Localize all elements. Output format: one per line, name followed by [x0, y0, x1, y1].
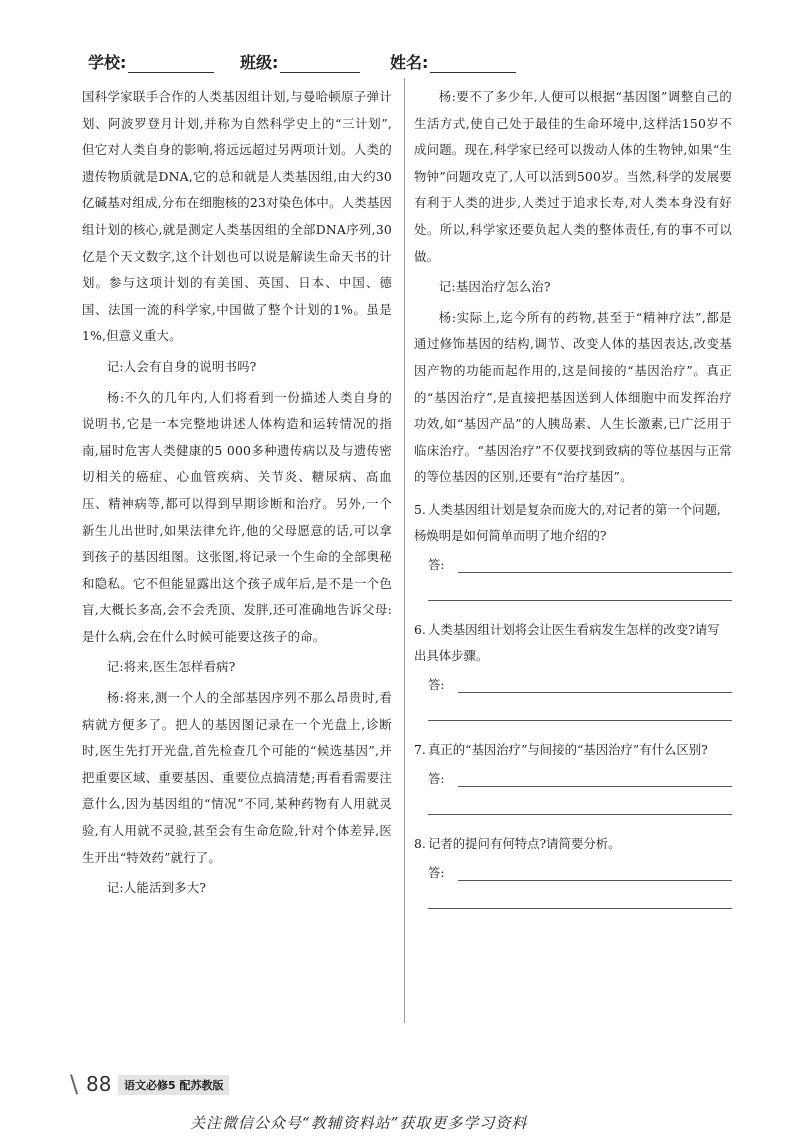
question-text [414, 497, 732, 549]
school-field[interactable] [88, 50, 214, 73]
name-label: 姓名: [390, 53, 429, 72]
school-blank-line[interactable] [128, 71, 214, 73]
page-number: 88 [86, 1072, 112, 1096]
name-field[interactable] [390, 50, 516, 73]
answer-line-extra[interactable] [428, 697, 732, 727]
question-body: 记者的提问有何特点?请简要分析。 [428, 835, 621, 851]
school-label: 学校: [88, 53, 127, 72]
answer-line-extra[interactable] [428, 577, 732, 607]
name-blank-line[interactable] [430, 71, 516, 73]
question-number: 5. [414, 501, 426, 517]
question-8 [414, 831, 732, 915]
reporter-question: 记:人会有自身的说明书吗? [106, 358, 257, 374]
question-6 [414, 617, 732, 727]
answer-line[interactable] [458, 572, 732, 573]
answer-line[interactable] [458, 880, 732, 881]
answer-label: 答: [428, 676, 445, 692]
answer-line-extra[interactable] [428, 791, 732, 821]
question-text [414, 831, 732, 857]
slash-decoration-icon: \ [70, 1070, 79, 1098]
answer-line-extra[interactable] [428, 885, 732, 915]
reporter-question: 记:将来,医生怎样看病? [106, 659, 236, 675]
question-body: 真正的“基因治疗”与间接的“基因治疗”有什么区别? [428, 741, 708, 757]
question-text [414, 617, 732, 669]
interview-answer: 杨:将来,测一个人的全部基因序列不那么昂贵时,看病就方便多了。把人的基因图记录在一个光盘上,诊断时,医生先打开光盘,首先检查几个可能的“候选基因”,并把重要区域、重要基因、重要位点搞清楚;再看看需要注意什么,因为基因组的“情况”不同,某种药物有人用就灵验,有人用就不灵验,甚至会有生命危险,针对个体差异,医生开出“特效药”就行了。 [82, 690, 392, 865]
question-5 [414, 497, 732, 607]
interview-answer: 杨:不久的几年内,人们将看到一份描述人类自身的说明书,它是一本完整地讲述人体构造和运转情况的指南,届时危害人类健康的5 000多种遗传病以及与遗传密切相关的癌症、心血管疾病、关节炎、糖尿病、高血压、精神病等,都可以得到早期诊断和治疗。另外,一个新生儿出世时,如果法律允许,他的父母愿意的话,可以拿到孩子的基因组图。这张图,将记录一个生命的全部奥秘和隐私。它不但能显露出这个孩子成年后,是不是一个色盲,大概长多高,会不会秃顶、发胖,还可准确地告诉父母:是什么病,会在什么时候可能要这孩子的命。 [82, 389, 392, 644]
question-number: 6. [414, 621, 426, 637]
interview-answer: 杨:要不了多少年,人便可以根据“基因图”调整自己的生活方式,使自己处于最佳的生命环境中,这样活150岁不成问题。现在,科学家已经可以拨动人体的生物钟,如果“生物钟”问题攻克了,人可以活到500岁。当然,科学的发展要有利于人类的进步,人类过于追求长寿,对人类本身没有好处。所以,科学家还要负起人类的整体责任,有的事不可以做。 [414, 89, 732, 264]
reporter-question: 记:人能活到多大? [106, 880, 207, 896]
class-label: 班级: [240, 53, 279, 72]
answer-line[interactable] [458, 692, 732, 693]
interview-answer: 杨:实际上,迄今所有的药物,甚至于“精神疗法”,都是通过修饰基因的结构,调节、改变人体的基因表达,改变基因产物的功能而起作用的,这是间接的“基因治疗”。真正的“基因治疗”,是直接把基因送到人体细胞中而发挥治疗功效,如“基因产品”的人胰岛素、人生长激素,已广泛用于临床治疗。“基因治疗”不仅要找到致病的等位基因与正常的等位基因的区别,还要有“治疗基因”。 [414, 309, 732, 485]
student-info-header [70, 50, 730, 80]
promo-text: 关注微信公众号“教辅资料站”获取更多学习资料 [190, 1114, 528, 1132]
class-blank-line[interactable] [280, 71, 360, 73]
class-field[interactable] [240, 50, 360, 73]
answer-area[interactable] [428, 669, 732, 697]
answer-area[interactable] [428, 763, 732, 791]
question-number: 7. [414, 741, 426, 757]
column-divider [404, 78, 405, 1023]
answer-label: 答: [428, 556, 445, 572]
question-7 [414, 737, 732, 821]
answer-label: 答: [428, 770, 445, 786]
right-column [414, 84, 732, 915]
answer-area[interactable] [428, 549, 732, 577]
left-column [82, 84, 392, 902]
answer-label: 答: [428, 864, 445, 880]
reporter-question: 记:基因治疗怎么治? [438, 279, 551, 295]
question-body: 人类基因组计划将会让医生看病发生怎样的改变?请写出具体步骤。 [414, 621, 720, 663]
question-number: 8. [414, 835, 426, 851]
answer-line[interactable] [458, 786, 732, 787]
answer-area[interactable] [428, 857, 732, 885]
question-body: 人类基因组计划是复杂而庞大的,对记者的第一个问题,杨焕明是如何简单而明了地介绍的? [414, 501, 721, 543]
question-text [414, 737, 732, 763]
body-paragraph: 国科学家联手合作的人类基因组计划,与曼哈顿原子弹计划、阿波罗登月计划,并称为自然科学史上的“三计划”,但它对人类自身的影响,将远远超过另两项计划。人类的遗传物质就是DNA,它的总和就是人类基因组,由大约30亿碱基对组成,分布在细胞核的23对染色体中。人类基因组计划的核心,就是测定人类基因组的全部DNA序列,30亿是个天文数字,这个计划也可以说是解读生命天书的计划。参与这项计划的有美国、英国、日本、中国、德国、法国一流的科学家,中国做了整个计划的1%。虽是1%,但意义重大。 [82, 89, 392, 344]
book-title-badge: 语文必修5 配苏教版 [118, 1075, 229, 1095]
